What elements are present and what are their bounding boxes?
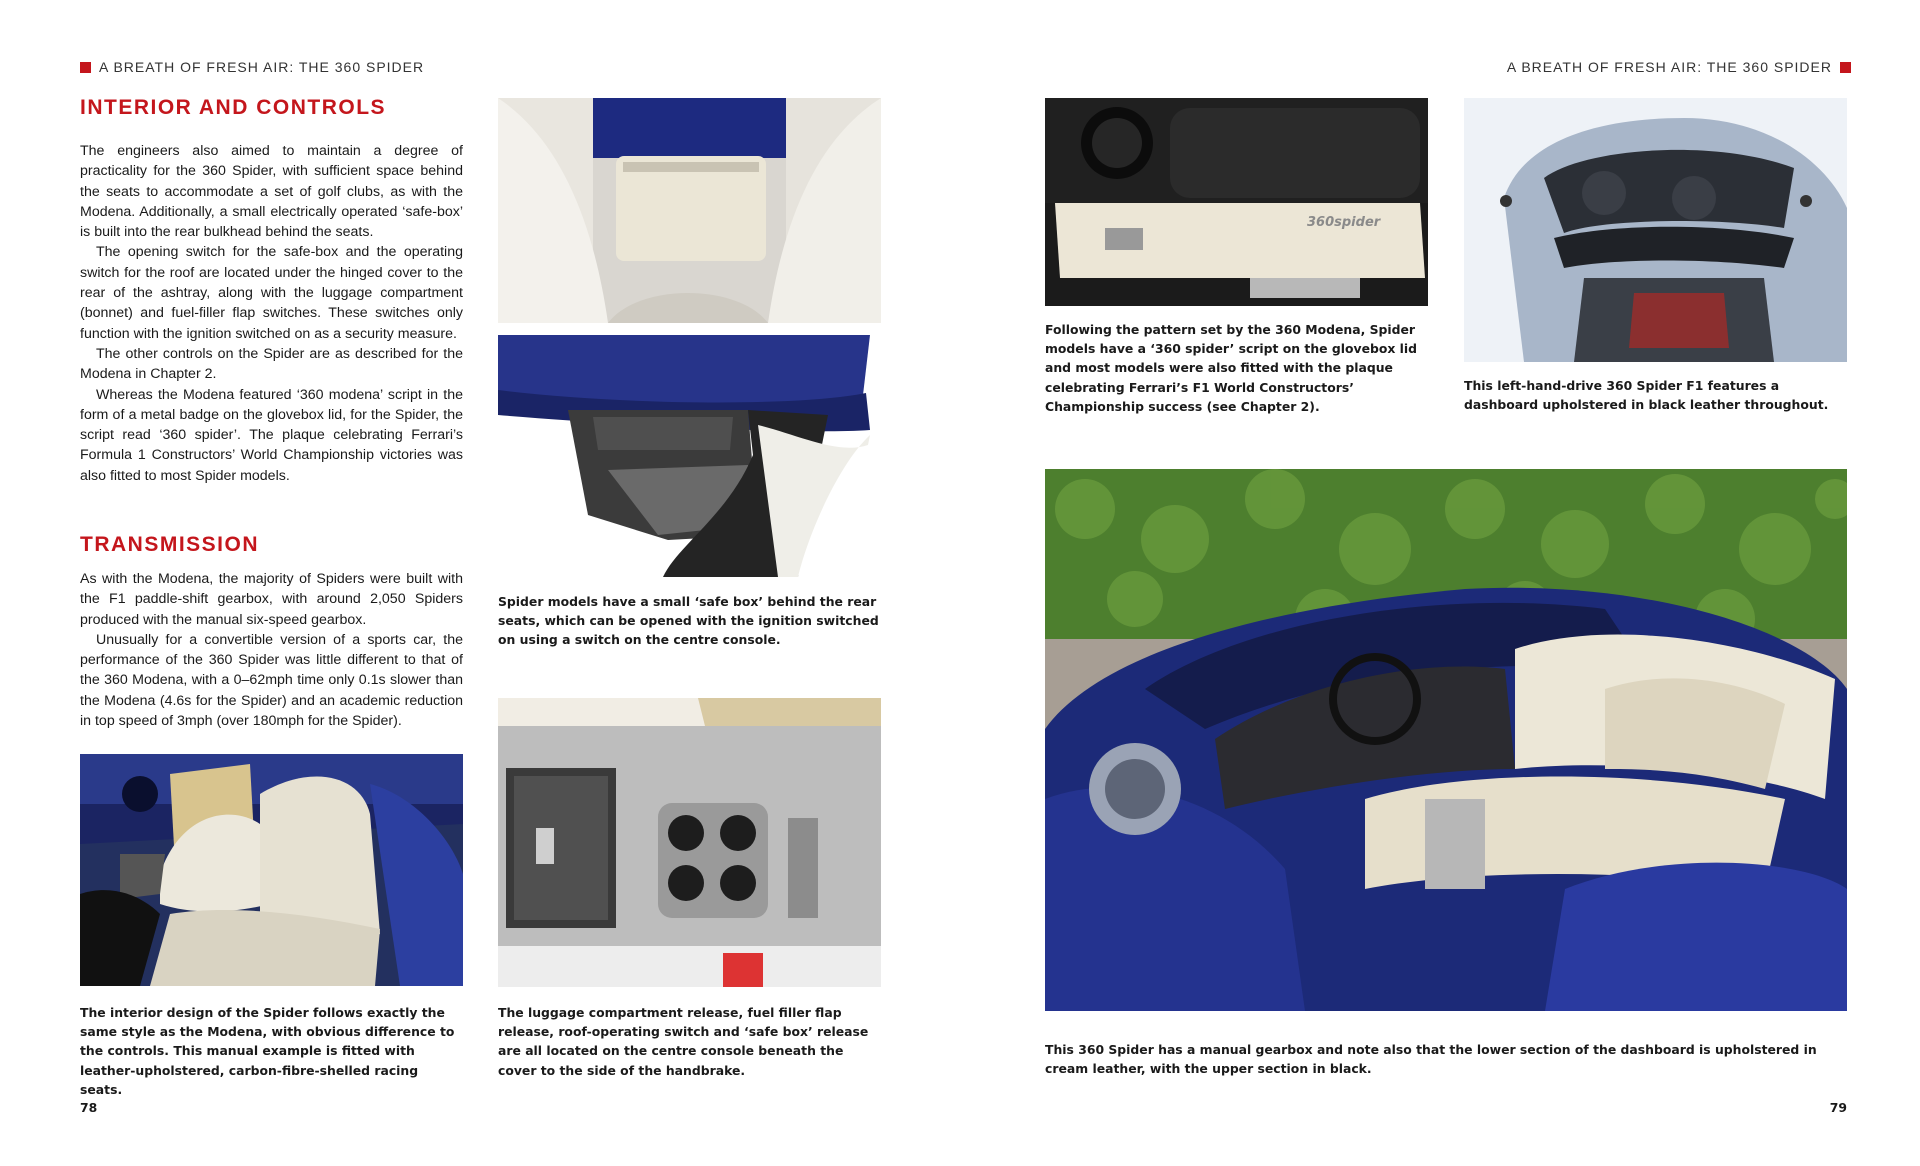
body-paragraph: Unusually for a convertible version of a sports car, the performance of the 360 Spider was little different to that of the 360 Modena, with a 0–62mph time only 0.1s slower than the Modena (4.6s for the Spider) and an academic reduction in top speed of 3mph (over 180mph for the Spider). bbox=[80, 631, 463, 730]
caption-console: The luggage compartment release, fuel filler flap release, roof-operating switch and ‘safe box’ release are all located on the centre console beneath the cover to the side of the handbrake. bbox=[498, 1005, 869, 1078]
caption-safe-box: Spider models have a small ‘safe box’ behind the rear seats, which can be opened with the ignition switched on using a switch on the centre console. bbox=[498, 594, 879, 648]
lhd-overhead-photo bbox=[1464, 98, 1847, 362]
body-paragraph: The opening switch for the safe-box and the operating switch for the roof are located under the hinged cover to the rear of the ashtray, along with the luggage compartment (bonnet) and fuel-filler flap switches. These switches only function with the ignition switched on as a security measure. bbox=[80, 244, 463, 342]
body-paragraph: The other controls on the Spider are as described for the Modena in Chapter 2. bbox=[80, 345, 463, 383]
centre-console-photo bbox=[498, 698, 881, 987]
safe-box-photo-top bbox=[498, 98, 881, 323]
glovebox-script-text: 360spider bbox=[1307, 215, 1381, 230]
glovebox-photo bbox=[1045, 98, 1428, 306]
transmission-body-text bbox=[80, 569, 463, 731]
right-running-head-text: A BREATH OF FRESH AIR: THE 360 SPIDER bbox=[1506, 59, 1832, 75]
interior-seats-photo bbox=[80, 754, 463, 986]
right-page-number: 79 bbox=[1829, 1100, 1847, 1115]
right-running-head bbox=[1507, 59, 1851, 75]
caption-lhd: This left-hand-drive 360 Spider F1 features a dashboard upholstered in black leather throughout. bbox=[1464, 378, 1829, 413]
left-running-head bbox=[80, 59, 424, 75]
body-paragraph: Whereas the Modena featured ‘360 modena’ script in the form of a metal badge on the glovebox lid, for the Spider, the script read ‘360 spider’. The plaque celebrating Ferrari’s Formula 1 Constructors’ World Championship victories was also fitted to most Spider models. bbox=[80, 386, 463, 484]
caption-interior-design: The interior design of the Spider follows exactly the same style as the Modena, with obvious difference to the controls. This manual example is fitted with leather-upholstered, carbon-fibre-shelled racing seats. bbox=[80, 1005, 455, 1097]
section-heading-transmission: TRANSMISSION bbox=[80, 533, 260, 556]
red-square-marker-icon bbox=[80, 62, 91, 73]
left-page-number: 78 bbox=[80, 1100, 98, 1115]
safe-box-photo-open bbox=[498, 335, 870, 577]
blue-spider-photo bbox=[1045, 469, 1847, 1011]
body-paragraph: As with the Modena, the majority of Spiders were built with the F1 paddle-shift gearbox, with around 2,050 Spiders produced with the manual six-speed gearbox. bbox=[80, 571, 463, 628]
caption-glovebox: Following the pattern set by the 360 Modena, Spider models have a ‘360 spider’ script on the glovebox lid and most models were also fitted with the plaque celebrating Ferrari’s F1 World Constructors’ Championship success (see Chapter 2). bbox=[1045, 322, 1418, 414]
left-running-head-text: A BREATH OF FRESH AIR: THE 360 SPIDER bbox=[99, 59, 425, 75]
caption-manual: This 360 Spider has a manual gearbox and note also that the lower section of the dashboard is upholstered in cream leather, with the upper section in black. bbox=[1045, 1042, 1817, 1077]
body-paragraph: The engineers also aimed to maintain a degree of practicality for the 360 Spider, with sufficient space behind the seats to accommodate a set of golf clubs, as with the Modena. Additionally, a small electrically operated ‘safe-box’ is built into the rear bulkhead behind the seats. bbox=[80, 143, 463, 241]
section-heading-interior: INTERIOR AND CONTROLS bbox=[80, 96, 387, 119]
red-square-marker-icon bbox=[1840, 62, 1851, 73]
interior-body-text bbox=[80, 141, 463, 486]
